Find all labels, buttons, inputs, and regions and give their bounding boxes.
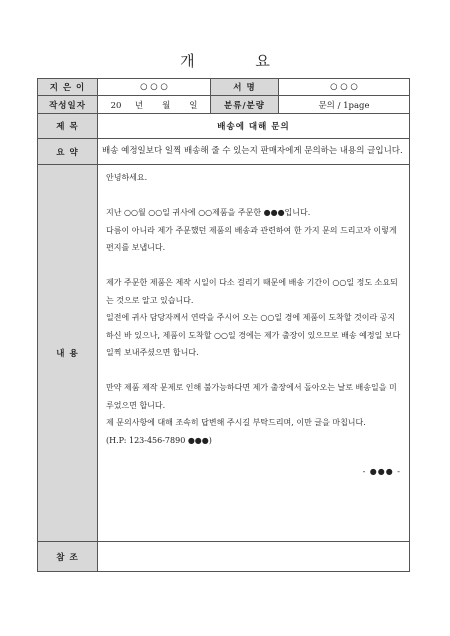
- author-row: [38, 79, 410, 96]
- subject-row: [38, 114, 410, 139]
- content-paragraph-5: 만약 제품 제작 문제로 인해 불가능하다면 제가 출장에서 돌아오는 날로 배송일을 미루었으면 합니다.: [106, 383, 397, 410]
- content-paragraph-4: 일전에 귀사 담당자께서 연락을 주시어 오는 ○○일 경에 제품이 도착할 것이라 공지하신 바 있으나, 제품이 도착할 ○○일 경에는 제가 출장이 있으므로 배송 예정일 보다 일찍 보내주셨으면 합니다.: [106, 313, 401, 357]
- date-month-unit: 월: [162, 100, 171, 111]
- subject-value[interactable]: 배송에 대해 문의: [98, 114, 410, 139]
- date-year-unit: 년: [134, 100, 144, 111]
- content-signature: - ●●● -: [362, 467, 401, 476]
- content-label: 내 용: [38, 165, 98, 542]
- author-label: 지 은 이: [38, 79, 98, 96]
- content-contact: (H.P: 123-456-7890 ●●●): [106, 435, 212, 445]
- category-label: 분류/분량: [211, 96, 279, 114]
- content-paragraph-3: 제가 주문한 제품은 제작 시일이 다소 걸리기 때문에 배송 기간이 ○○일 정도 소요되는 것으로 알고 있습니다.: [106, 278, 398, 305]
- content-body[interactable]: [98, 165, 410, 542]
- category-value[interactable]: 문의 / 1page: [279, 96, 410, 114]
- date-row: [38, 96, 410, 114]
- content-greeting: 안녕하세요.: [106, 173, 148, 182]
- content-row: [38, 165, 410, 542]
- date-year: 20: [110, 100, 122, 111]
- summary-label: 요 약: [38, 139, 98, 165]
- document-title: 개 요: [180, 52, 298, 70]
- content-paragraph-6: 제 문의사항에 대해 조속히 답변해 주시길 부탁드리며, 이만 글을 마칩니다.: [106, 418, 366, 427]
- signature-value[interactable]: ○ ○ ○: [279, 79, 410, 96]
- date-label: 작성일자: [38, 96, 98, 114]
- reference-value[interactable]: [98, 542, 410, 572]
- content-paragraph-1: 지난 ○○월 ○○일 귀사에 ○○제품을 주문한 ●●●입니다.: [106, 208, 311, 217]
- summary-row: [38, 139, 410, 165]
- reference-row: [38, 542, 410, 572]
- author-value[interactable]: ○ ○ ○: [98, 79, 211, 96]
- subject-label: 제 목: [38, 114, 98, 139]
- signature-label: 서 명: [211, 79, 279, 96]
- content-paragraph-2: 다름이 아니라 제가 주문했던 제품의 배송과 관련하여 한 가지 문의 드리고자 이렇게 편지를 보냅니다.: [106, 225, 397, 252]
- reference-label: 참 조: [38, 542, 98, 572]
- summary-value[interactable]: 배송 예정일보다 일찍 배송해 줄 수 있는지 판매자에게 문의하는 내용의 글입니다.: [98, 139, 410, 165]
- summary-form-table: [37, 78, 410, 572]
- date-day-unit: 일: [189, 100, 198, 111]
- date-value[interactable]: [98, 96, 211, 114]
